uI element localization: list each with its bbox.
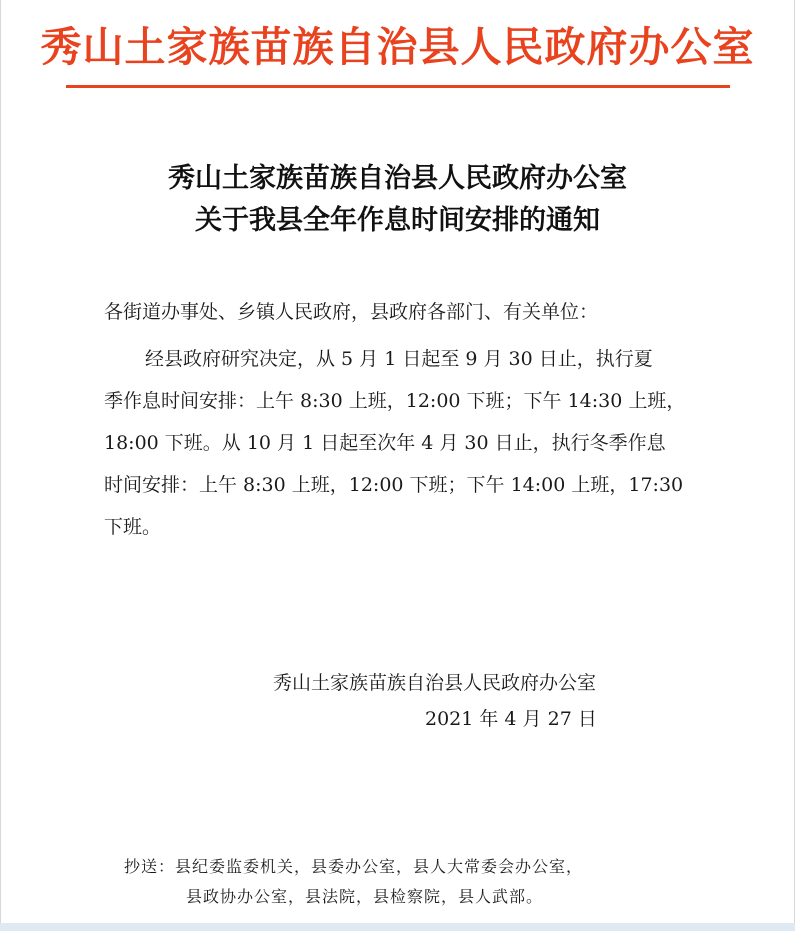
issue-date: 2021 年 4 月 27 日	[425, 708, 597, 730]
notice-title-line-2: 关于我县全年作息时间安排的通知	[195, 205, 600, 236]
page-border-left	[0, 0, 1, 931]
cc-line-2: 县政协办公室，县法院，县检察院，县人武部。	[186, 887, 544, 906]
cc-line-1: 抄送：县纪委监委机关，县委办公室，县人大常委会办公室，	[124, 857, 584, 876]
body-line: 经县政府研究决定，从 5 月 1 日起至 9 月 30 日止，执行夏	[145, 348, 653, 370]
body-line: 18:00 下班。从 10 月 1 日起至次年 4 月 30 日止，执行冬季作息	[104, 432, 666, 454]
body-line: 时间安排：上午 8:30 上班，12:00 下班；下午 14:00 上班，17:30	[104, 474, 684, 496]
notice-title-line-1: 秀山土家族苗族自治县人民政府办公室	[168, 163, 627, 194]
body-line: 下班。	[104, 516, 162, 538]
cc-list	[124, 852, 583, 912]
masthead-title: 秀山土家族苗族自治县人民政府办公室	[40, 23, 755, 71]
masthead-red-rule	[66, 85, 730, 88]
notice-body	[104, 338, 704, 548]
bottom-strip	[0, 923, 795, 931]
salutation: 各街道办事处、乡镇人民政府，县政府各部门、有关单位：	[104, 301, 599, 323]
body-line: 季作息时间安排：上午 8:30 上班，12:00 下班；下午 14:30 上班，	[104, 390, 686, 412]
notice-title	[0, 158, 795, 242]
issuer-signature: 秀山土家族苗族自治县人民政府办公室	[273, 672, 597, 694]
